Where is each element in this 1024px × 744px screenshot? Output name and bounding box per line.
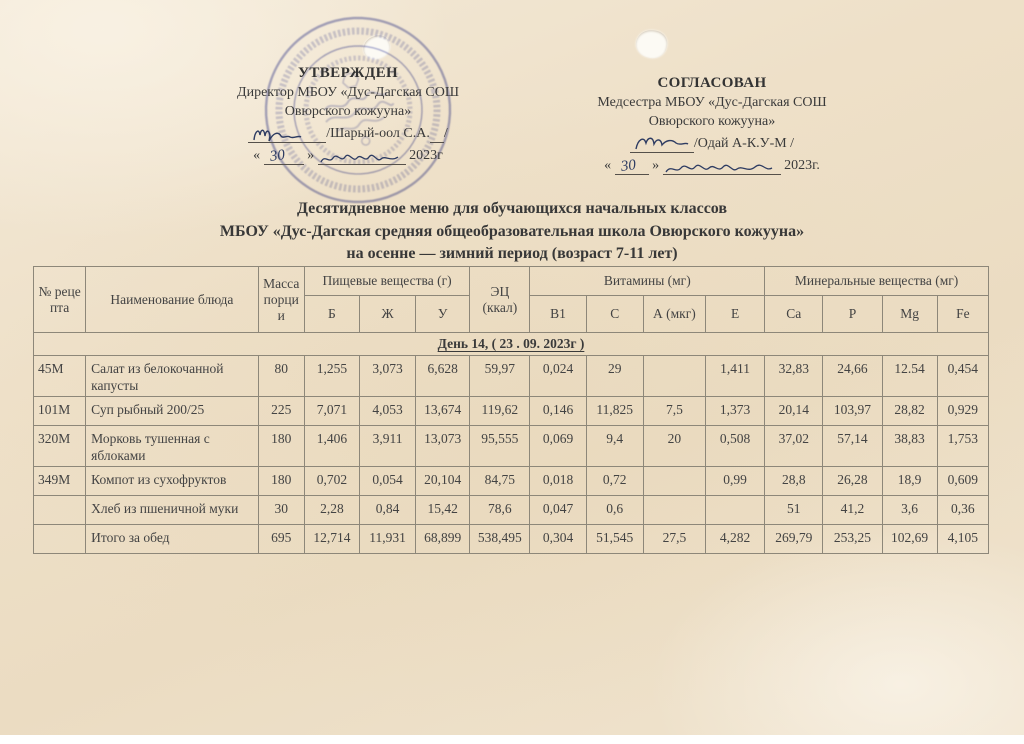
value-cell: 68,899 [416, 525, 470, 554]
value-cell: 3,6 [882, 496, 937, 525]
col-header-mass: Масса порции [258, 267, 304, 333]
title-line-3: на осенне — зимний период (возраст 7-11 лет) [346, 245, 678, 262]
quote-close: » [307, 148, 315, 163]
value-cell: 7,071 [304, 397, 359, 426]
approval-block [168, 64, 528, 165]
table-row [34, 426, 989, 467]
value-cell: 2,28 [304, 496, 359, 525]
menu-table-container [33, 266, 989, 554]
value-cell: 0,609 [937, 467, 988, 496]
approved-signatory: /Шарый-оол С.А. [326, 126, 430, 141]
dish-name-cell: Компот из сухофруктов [86, 467, 259, 496]
value-cell [643, 467, 705, 496]
value-cell: 29 [586, 356, 643, 397]
day-header-row [34, 333, 989, 356]
col-header-a: А (мкг) [643, 296, 705, 333]
mass-cell: 695 [258, 525, 304, 554]
value-cell: 20,104 [416, 467, 470, 496]
recipe-no-cell: 320М [34, 426, 86, 467]
value-cell: 13,674 [416, 397, 470, 426]
value-cell: 26,28 [823, 467, 882, 496]
value-cell: 0,508 [705, 426, 764, 467]
value-cell [643, 496, 705, 525]
mass-cell: 80 [258, 356, 304, 397]
value-cell: 253,25 [823, 525, 882, 554]
value-cell [643, 356, 705, 397]
value-cell: 0,84 [359, 496, 415, 525]
value-cell: 0,929 [937, 397, 988, 426]
value-cell: 103,97 [823, 397, 882, 426]
month-line [318, 149, 406, 165]
value-cell: 538,495 [470, 525, 530, 554]
value-cell: 4,105 [937, 525, 988, 554]
value-cell: 24,66 [823, 356, 882, 397]
value-cell: 28,8 [765, 467, 823, 496]
value-cell: 12.54 [882, 356, 937, 397]
signature-line [248, 127, 326, 143]
handwritten-month-scribble-icon [663, 161, 775, 177]
value-cell: 18,9 [882, 467, 937, 496]
col-header-p: Р [823, 296, 882, 333]
col-group-minerals: Минеральные вещества (мг) [765, 267, 989, 296]
value-cell: 1,373 [705, 397, 764, 426]
value-cell: 20 [643, 426, 705, 467]
col-header-recipe-no: № рецепта [34, 267, 86, 333]
document-title [0, 198, 1024, 266]
value-cell: 9,4 [586, 426, 643, 467]
value-cell: 12,714 [304, 525, 359, 554]
approved-title: УТВЕРЖДЕН [297, 65, 399, 81]
agreed-org-line2: Овюрского кожууна» [648, 114, 776, 129]
value-cell: 0,304 [530, 525, 586, 554]
col-header-fat: Ж [359, 296, 415, 333]
scan-edge [0, 735, 1024, 744]
value-cell: 51,545 [586, 525, 643, 554]
day-line [264, 149, 304, 165]
approved-year: 2023г [409, 148, 443, 163]
value-cell: 0,018 [530, 467, 586, 496]
agreed-org-line1: Медсестра МБОУ «Дус-Дагская СОШ [597, 95, 827, 110]
value-cell: 13,073 [416, 426, 470, 467]
nurse-signature-scribble-icon [630, 133, 690, 155]
quote-open: « [253, 148, 261, 163]
agreed-date-line [552, 156, 872, 175]
recipe-no-cell [34, 496, 86, 525]
title-line-1: Десятидневное меню для обучающихся начальных классов [296, 200, 728, 217]
dish-name-cell: Хлеб из пшеничной муки [86, 496, 259, 525]
approved-signatory-close: / [443, 126, 448, 141]
title-line-2: МБОУ «Дус-Дагская средняя общеобразовательная школа Овюрского кожууна» [219, 222, 805, 240]
value-cell: 102,69 [882, 525, 937, 554]
value-cell: 27,5 [643, 525, 705, 554]
value-cell: 41,2 [823, 496, 882, 525]
agreed-signatory: /Одай А-К.У-М / [693, 136, 795, 151]
value-cell: 0,72 [586, 467, 643, 496]
value-cell: 1,411 [705, 356, 764, 397]
value-cell: 0,024 [530, 356, 586, 397]
value-cell: 0,36 [937, 496, 988, 525]
menu-table [33, 266, 989, 554]
menu-table-body [34, 333, 989, 554]
col-header-protein: Б [304, 296, 359, 333]
punch-hole-right [633, 27, 669, 61]
quote-close: » [652, 158, 660, 173]
agreed-signature-line [552, 134, 872, 153]
value-cell: 11,825 [586, 397, 643, 426]
director-signature-scribble-icon [248, 125, 304, 145]
approved-signature-line [168, 124, 528, 143]
day-line [615, 159, 649, 175]
recipe-no-cell [34, 525, 86, 554]
value-cell: 38,83 [882, 426, 937, 467]
value-cell: 78,6 [470, 496, 530, 525]
value-cell: 84,75 [470, 467, 530, 496]
col-group-vitamins: Витамины (мг) [530, 267, 765, 296]
value-cell: 1,406 [304, 426, 359, 467]
approved-date-line [168, 146, 528, 165]
value-cell: 3,911 [359, 426, 415, 467]
value-cell: 0,146 [530, 397, 586, 426]
day-header-cell [34, 333, 989, 356]
mass-cell: 225 [258, 397, 304, 426]
value-cell: 0,99 [705, 467, 764, 496]
value-cell: 59,97 [470, 356, 530, 397]
value-cell: 6,628 [416, 356, 470, 397]
col-header-b1: В1 [530, 296, 586, 333]
table-row [34, 397, 989, 426]
col-header-ca: Са [765, 296, 823, 333]
signature-line [630, 137, 694, 153]
col-header-carbs: У [416, 296, 470, 333]
col-group-nutrients: Пищевые вещества (г) [304, 267, 469, 296]
agreed-title: СОГЛАСОВАН [657, 75, 767, 91]
dish-name-cell: Салат из белокочанной капусты [86, 356, 259, 397]
handwritten-month-scribble-icon [318, 151, 402, 167]
value-cell: 0,047 [530, 496, 586, 525]
value-cell: 20,14 [765, 397, 823, 426]
table-row [34, 496, 989, 525]
table-row [34, 467, 989, 496]
handwritten-day: 30 [619, 157, 637, 175]
value-cell: 0,054 [359, 467, 415, 496]
col-header-mg: Mg [882, 296, 937, 333]
value-cell: 95,555 [470, 426, 530, 467]
short-line [430, 127, 444, 143]
handwritten-day: 30 [268, 147, 286, 165]
value-cell: 7,5 [643, 397, 705, 426]
agreed-year: 2023г. [784, 158, 820, 173]
dish-name-cell: Итого за обед [86, 525, 259, 554]
agreement-block [552, 74, 872, 175]
value-cell: 57,14 [823, 426, 882, 467]
value-cell: 28,82 [882, 397, 937, 426]
value-cell: 15,42 [416, 496, 470, 525]
day-header: День 14, ( 23 . 09. 2023г ) [437, 336, 585, 351]
value-cell: 37,02 [765, 426, 823, 467]
value-cell: 51 [765, 496, 823, 525]
col-header-c: С [586, 296, 643, 333]
value-cell: 0,454 [937, 356, 988, 397]
value-cell: 1,255 [304, 356, 359, 397]
table-row [34, 356, 989, 397]
col-header-fe: Fe [937, 296, 988, 333]
dish-name-cell: Морковь тушенная с яблоками [86, 426, 259, 467]
col-header-e: Е [705, 296, 764, 333]
value-cell [705, 496, 764, 525]
mass-cell: 180 [258, 467, 304, 496]
value-cell: 1,753 [937, 426, 988, 467]
value-cell: 0,702 [304, 467, 359, 496]
value-cell: 0,069 [530, 426, 586, 467]
mass-cell: 180 [258, 426, 304, 467]
recipe-no-cell: 45М [34, 356, 86, 397]
value-cell: 11,931 [359, 525, 415, 554]
value-cell: 119,62 [470, 397, 530, 426]
quote-open: « [604, 158, 612, 173]
value-cell: 0,6 [586, 496, 643, 525]
dish-name-cell: Суп рыбный 200/25 [86, 397, 259, 426]
value-cell: 4,282 [705, 525, 764, 554]
value-cell: 3,073 [359, 356, 415, 397]
table-row [34, 525, 989, 554]
col-header-energy: ЭЦ (ккал) [470, 267, 530, 333]
col-header-dish: Наименование блюда [86, 267, 259, 333]
month-line [663, 159, 781, 175]
value-cell: 269,79 [765, 525, 823, 554]
mass-cell: 30 [258, 496, 304, 525]
approved-org-line1: Директор МБОУ «Дус-Дагская СОШ [237, 85, 459, 100]
value-cell: 32,83 [765, 356, 823, 397]
value-cell: 4,053 [359, 397, 415, 426]
recipe-no-cell: 349М [34, 467, 86, 496]
approved-org-line2: Овюрского кожууна» [284, 104, 412, 119]
recipe-no-cell: 101М [34, 397, 86, 426]
